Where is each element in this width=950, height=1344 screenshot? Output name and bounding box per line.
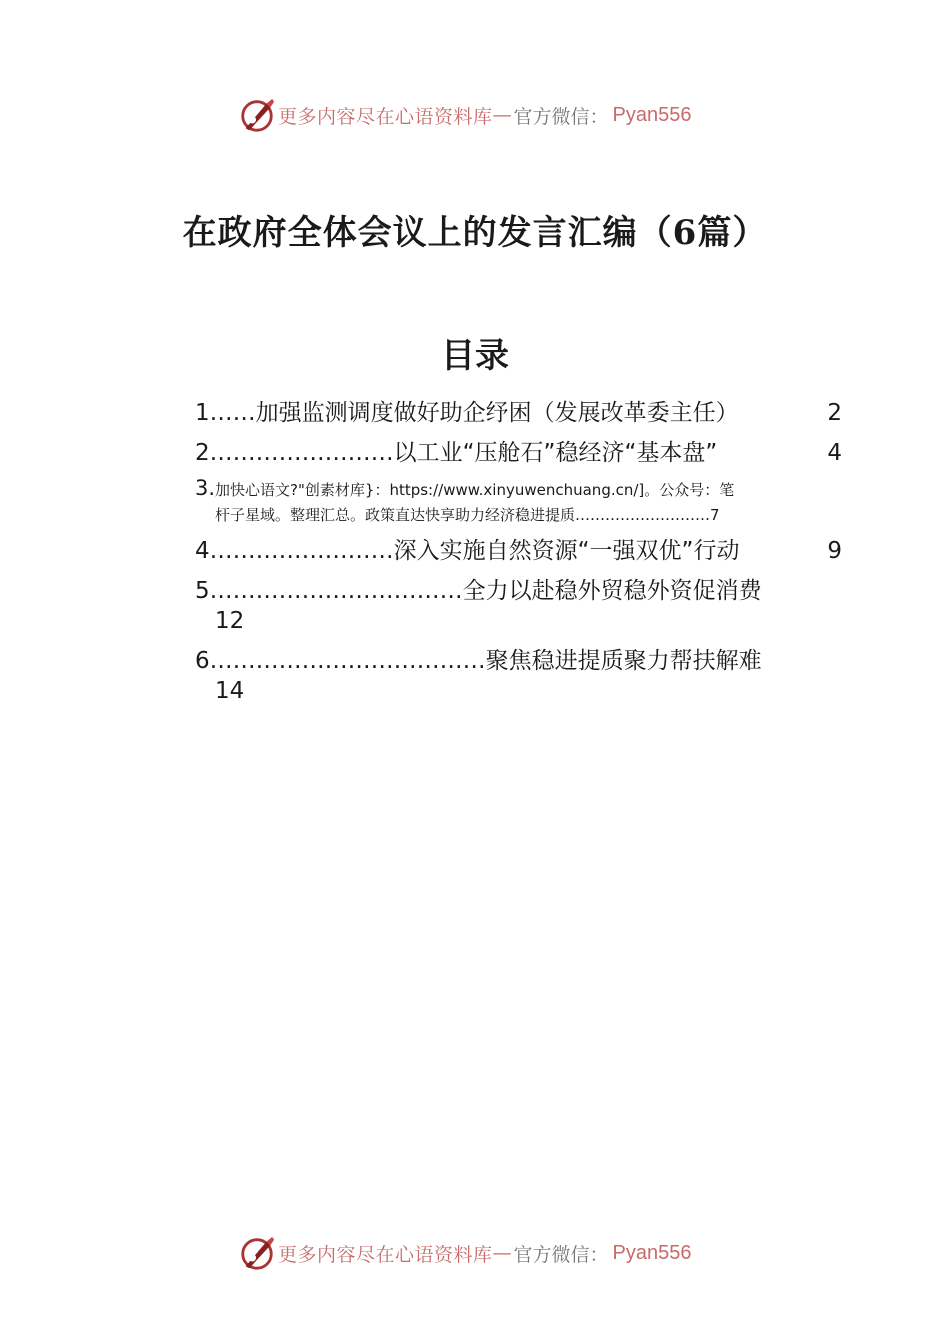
toc-entry-title: 加强监测调度做好助企纾困（发展改革委主任） <box>255 400 739 426</box>
table-of-contents <box>195 398 845 706</box>
banner-wechat-label: 官方微信： <box>513 1243 609 1266</box>
toc-entry-number: 3. <box>195 476 216 500</box>
banner-wechat-id: Pyan556 <box>612 1241 692 1264</box>
toc-entry-title: 聚焦稳进提质聚力帮扶解难 <box>485 648 762 674</box>
toc-entry-dots: …………………… <box>209 538 394 564</box>
toc-entry-3[interactable] <box>195 476 845 528</box>
toc-entry-page: 14 <box>215 678 245 704</box>
toc-entry-number: 6 <box>195 648 210 674</box>
toc-entry-dots: ……………………… <box>575 506 711 524</box>
toc-entry-number: 2 <box>195 440 210 466</box>
toc-entry-title-line2: 杆子星域。整理汇总。政策直达快享助力经济稳进提质 <box>215 506 576 524</box>
toc-entry-page: 9 <box>827 538 842 564</box>
toc-entry-number: 5 <box>195 578 210 604</box>
toc-entry-title: 深入实施自然资源“一强双优”行动 <box>393 538 740 564</box>
pen-logo-icon <box>238 1234 276 1272</box>
toc-entry-dots: …………………… <box>209 440 394 466</box>
toc-entry-number: 1 <box>195 400 210 426</box>
banner-separator: — <box>492 1242 512 1264</box>
toc-entry-page: 7 <box>710 506 720 524</box>
toc-entry-page: 12 <box>215 608 245 634</box>
banner-wechat-label: 官方微信： <box>513 105 609 128</box>
toc-entry-page: 4 <box>827 440 842 466</box>
toc-heading: 目录 <box>441 336 509 376</box>
toc-entry-title: 全力以赴稳外贸稳外资促消费 <box>462 578 762 604</box>
toc-entry-5[interactable] <box>195 576 845 636</box>
footer-banner <box>238 1233 738 1273</box>
toc-entry-1[interactable] <box>195 398 845 428</box>
toc-entry-title-line1: 加快心语文?"创素材库}：https://www.xinyuwenchuang.cn/]。公众号：笔 <box>215 481 735 499</box>
toc-entry-4[interactable] <box>195 536 845 566</box>
document-title: 在政府全体会议上的发言汇编（6篇） <box>182 213 768 253</box>
toc-entry-dots: ……………………………… <box>209 648 486 674</box>
banner-separator: — <box>492 104 512 126</box>
banner-wechat-id: Pyan556 <box>612 103 692 126</box>
pen-logo-icon <box>238 96 276 134</box>
toc-entry-page: 2 <box>827 400 842 426</box>
toc-entry-6[interactable] <box>195 646 845 706</box>
toc-entry-title: 以工业“压舱石”稳经济“基本盘” <box>393 440 718 466</box>
header-banner <box>238 95 738 135</box>
toc-entry-dots: …… <box>209 400 256 426</box>
toc-entry-2[interactable] <box>195 438 845 468</box>
toc-entry-dots: …………………………… <box>209 578 463 604</box>
toc-entry-number: 4 <box>195 538 210 564</box>
banner-text: 更多内容尽在心语资料库 <box>278 105 493 128</box>
banner-text: 更多内容尽在心语资料库 <box>278 1243 493 1266</box>
